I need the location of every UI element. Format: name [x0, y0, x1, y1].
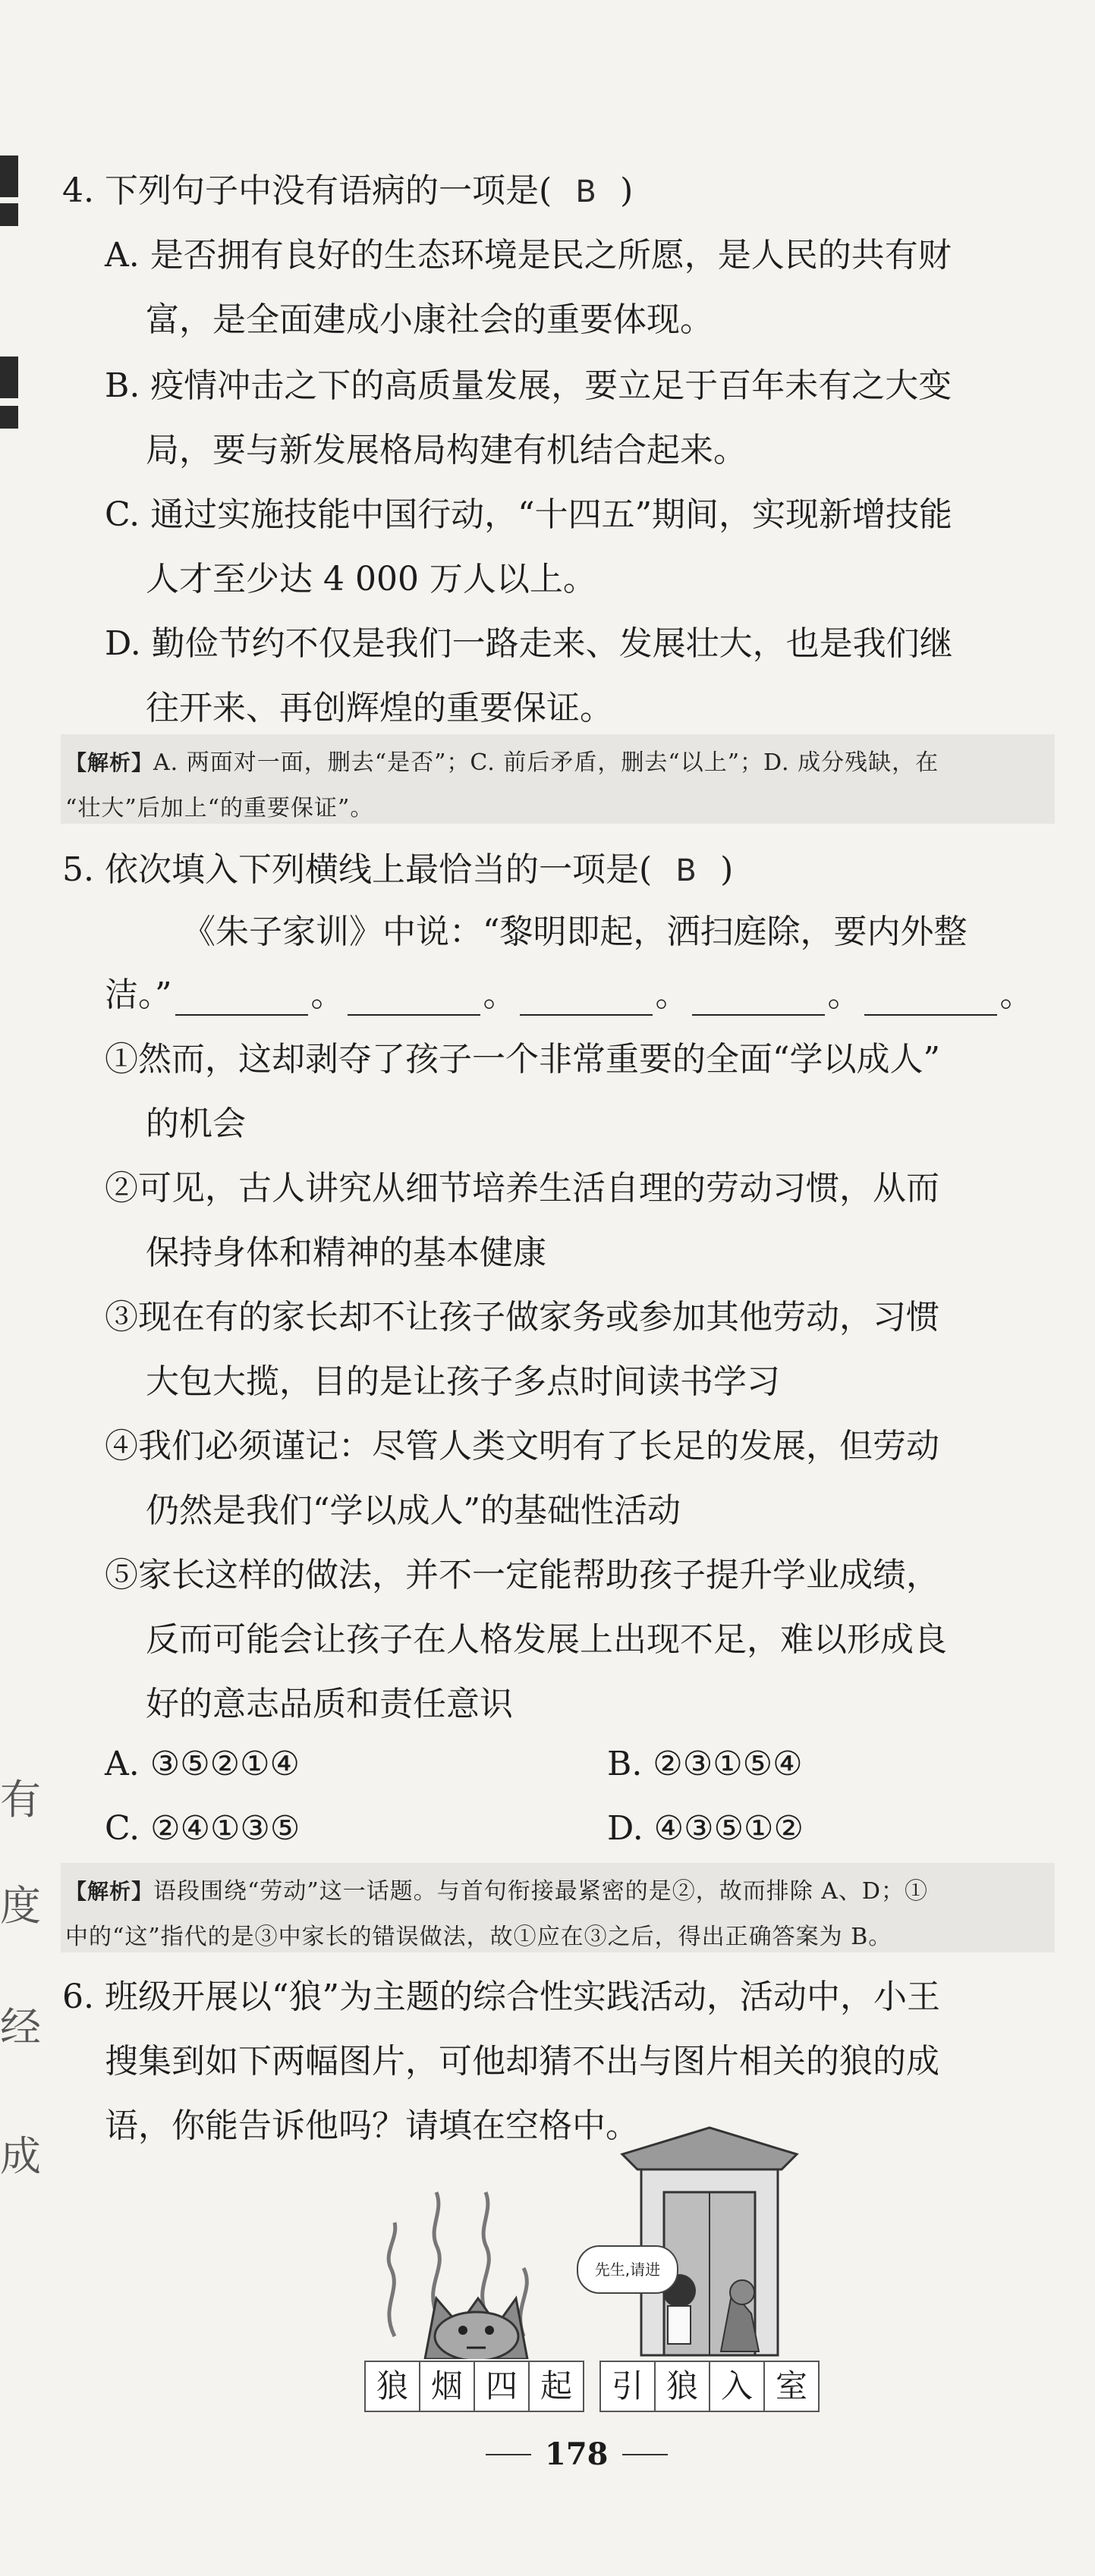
blank-4: [692, 985, 825, 1016]
footer-rule: [486, 2454, 531, 2455]
idiom-box-1: [364, 2361, 584, 2412]
footer-rule: [622, 2454, 668, 2455]
q5-item-3: ③现在有的家长却不让孩子做家务或参加其他劳动，习惯: [105, 1298, 939, 1337]
q4-option-a: A. 是否拥有良好的生态环境是民之所愿，是人民的共有财: [105, 236, 952, 275]
edge-char: 经: [0, 2003, 41, 2051]
speech-bubble: 先生,请进: [577, 2245, 678, 2294]
q5-answer: B: [675, 853, 697, 888]
q4-option-b: B. 疫情冲击之下的高质量发展，要立足于百年未有之大变: [105, 366, 952, 405]
q4-stem: 4. 下列句子中没有语病的一项是( B ): [62, 171, 634, 210]
idiom-char: 狼: [366, 2362, 420, 2411]
q5-quote: 《朱子家训》中说：“黎明即起，洒扫庭除，要内外整: [182, 913, 968, 951]
q5-blanks-line: 洁。” 。 。 。 。 。: [105, 975, 1034, 1014]
q5-choice-a: A. ③⑤②①④: [105, 1745, 300, 1783]
q5-analysis: 【解析】语段围绕“劳动”这一话题。与首句衔接最紧密的是②，故而排除 A、D；①: [65, 1878, 928, 1905]
q5-analysis: 中的“这”指代的是③中家长的错误做法，故①应在③之后，得出正确答案为 B。: [65, 1924, 892, 1950]
blank-3: [520, 985, 653, 1016]
q6-stem: 6. 班级开展以“狼”为主题的综合性实践活动，活动中，小王: [62, 1978, 940, 2016]
idiom-char: 引: [601, 2362, 656, 2411]
idiom-box-2: [599, 2361, 820, 2412]
house-door-illustration: [607, 2124, 812, 2359]
q4-option-d: D. 勤俭节约不仅是我们一路走来、发展壮大，也是我们继: [105, 624, 953, 663]
q4-analysis: “壮大”后加上“的重要保证”。: [65, 795, 374, 821]
q5-choice-d: D. ④③⑤①②: [607, 1809, 804, 1848]
idiom-char: 烟: [420, 2362, 475, 2411]
q5-choice-b: B. ②③①⑤④: [607, 1745, 803, 1783]
q4-analysis: 【解析】A. 两面对一面，删去“是否”；C. 前后矛盾，删去“以上”；D. 成分残缺，在: [65, 749, 939, 776]
q4-option-d: 往开来、再创辉煌的重要保证。: [146, 689, 613, 727]
edge-char: 成: [0, 2132, 41, 2180]
q5-item-2: ②可见，古人讲究从细节培养生活自理的劳动习惯，从而: [105, 1169, 939, 1208]
q5-item-4: ④我们必须谨记：尽管人类文明有了长足的发展，但劳动: [105, 1427, 939, 1465]
q5-item-5: ⑤家长这样的做法，并不一定能帮助孩子提升学业成绩，: [105, 1556, 939, 1594]
idiom-char: 四: [475, 2362, 530, 2411]
q5-choice-c: C. ②④①③⑤: [105, 1809, 300, 1848]
page-number: 178: [545, 2436, 609, 2472]
edge-char: 度: [0, 1882, 41, 1930]
idiom-char: 狼: [656, 2362, 710, 2411]
q4-option-c: C. 通过实施技能中国行动，“十四五”期间，实现新增技能: [105, 495, 953, 534]
page-number-footer: [486, 2436, 668, 2472]
binding-mark: [0, 406, 18, 429]
q5-stem: 5. 依次填入下列横线上最恰当的一项是( B ): [62, 850, 734, 889]
q4-option-c: 人才至少达 4 000 万人以上。: [146, 560, 596, 598]
q6-stem: 搜集到如下两幅图片，可他却猜不出与图片相关的狼的成: [105, 2042, 939, 2081]
blank-2: [348, 985, 480, 1016]
q4-option-b: 局，要与新发展格局构建有机结合起来。: [146, 431, 747, 470]
wolf-smoke-illustration: [364, 2185, 569, 2359]
binding-mark: [0, 203, 18, 226]
idiom-char: 室: [775, 2367, 807, 2405]
q5-item-3: 大包大揽，目的是让孩子多点时间读书学习: [146, 1362, 780, 1401]
q4-answer: B: [575, 174, 596, 209]
q5-item-5: 好的意志品质和责任意识: [146, 1685, 513, 1723]
blank-5: [864, 985, 997, 1016]
blank-1: [175, 985, 308, 1016]
q5-item-1: ①然而，这却剥夺了孩子一个非常重要的全面“学以成人”: [105, 1040, 940, 1079]
idiom-char: 起: [540, 2367, 572, 2405]
q5-item-4: 仍然是我们“学以成人”的基础性活动: [146, 1491, 681, 1530]
q5-item-1: 的机会: [146, 1104, 246, 1143]
q4-option-a: 富，是全面建成小康社会的重要体现。: [146, 300, 713, 339]
idiom-char: 入: [710, 2362, 765, 2411]
q5-item-5: 反而可能会让孩子在人格发展上出现不足，难以形成良: [146, 1620, 947, 1659]
q5-item-2: 保持身体和精神的基本健康: [146, 1233, 546, 1272]
binding-mark: [0, 156, 18, 197]
q6-stem: 语，你能告诉他吗？请填在空格中。: [105, 2106, 639, 2145]
edge-char: 有: [0, 1776, 41, 1824]
binding-mark: [0, 357, 18, 398]
